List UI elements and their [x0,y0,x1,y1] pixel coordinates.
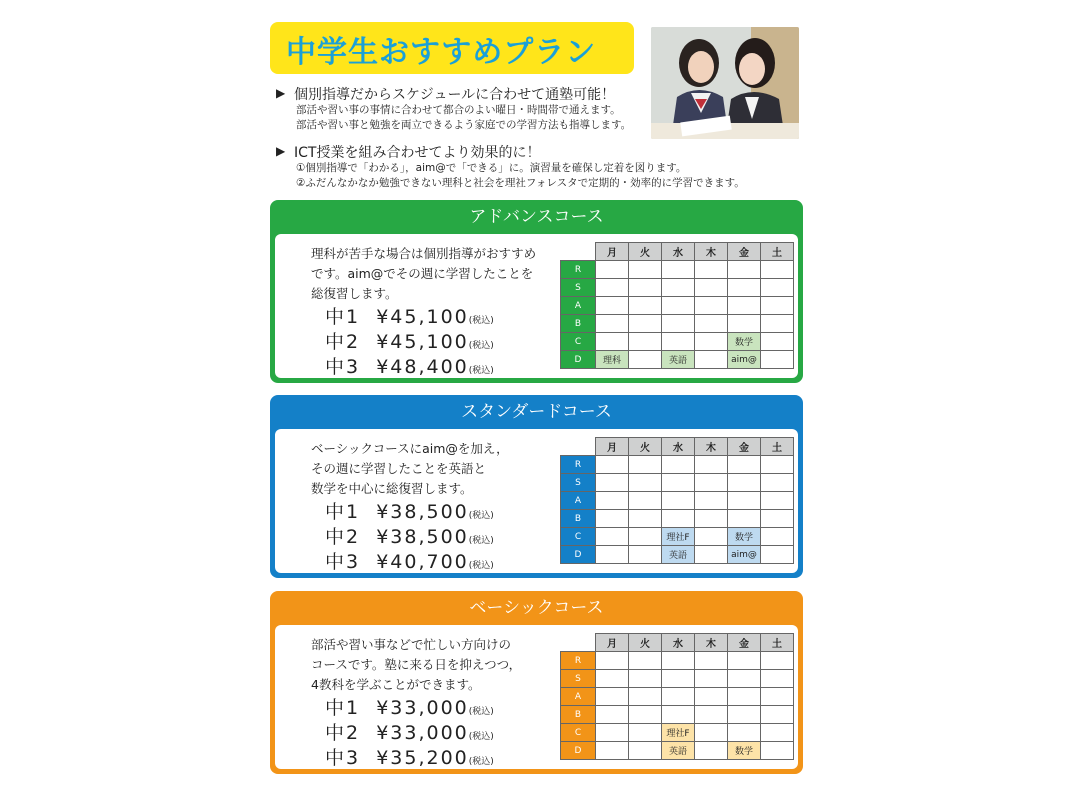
schedule-cell [695,351,728,369]
schedule-cell [662,652,695,670]
schedule-cell [629,456,662,474]
price-row [325,693,494,720]
schedule-cell [761,528,794,546]
slot-label: B [561,315,596,333]
price-value: ¥38,500 [376,526,469,548]
table-corner [561,243,596,261]
slot-label: S [561,670,596,688]
schedule-cell [728,297,761,315]
price-row [325,327,494,354]
slot-label: C [561,724,596,742]
schedule-cell [695,297,728,315]
day-header: 水 [662,634,695,652]
schedule-cell [761,297,794,315]
schedule-cell [596,742,629,760]
schedule-cell: 数学 [728,742,761,760]
schedule-cell [596,688,629,706]
grade-label: 中3 [325,747,361,769]
slot-label: R [561,261,596,279]
day-header: 土 [761,634,794,652]
schedule-cell [695,706,728,724]
day-header: 木 [695,634,728,652]
bullet-line: 部活や習い事の事情に合わせて都合のよい曜日・時間帯で通えます。 [296,104,621,116]
price-value: ¥48,400 [376,356,469,378]
schedule-row [561,706,794,724]
schedule-row [561,528,794,546]
schedule-cell [629,333,662,351]
schedule-table [560,242,794,369]
grade-label: 中2 [325,722,361,744]
tax-note: (税込) [468,341,494,351]
slot-label: R [561,456,596,474]
schedule-cell [761,546,794,564]
schedule-cell [596,474,629,492]
schedule-row [561,351,794,369]
bullet-line: ①個別指導で「わかる」，aim@で「できる」に。演習量を確保し定着を図ります。 [296,162,687,174]
course-description-line: ベーシックコースにaim@を加え， [311,441,509,456]
day-header: 金 [728,438,761,456]
day-header: 火 [629,438,662,456]
schedule-row [561,652,794,670]
schedule-cell [695,688,728,706]
price-row [325,743,494,770]
schedule-cell [662,333,695,351]
tax-note: (税込) [468,536,494,546]
slot-label: A [561,492,596,510]
standard-course-panel [270,395,803,578]
price-row [325,522,494,549]
schedule-cell [761,652,794,670]
schedule-row [561,456,794,474]
schedule-cell [695,279,728,297]
slot-label: S [561,474,596,492]
day-header-row [561,634,794,652]
advance-course-panel [270,200,803,383]
day-header-row [561,438,794,456]
schedule-cell [596,456,629,474]
schedule-cell [728,670,761,688]
day-header-row [561,243,794,261]
schedule-cell [695,742,728,760]
schedule-cell [662,510,695,528]
schedule-cell [728,261,761,279]
course-body [275,234,798,378]
schedule-cell [629,297,662,315]
course-title: スタンダードコース [461,402,612,422]
schedule-cell [629,670,662,688]
students-photo-icon [651,27,799,139]
schedule-cell [761,351,794,369]
price-value: ¥38,500 [376,501,469,523]
schedule-cell [596,492,629,510]
schedule-cell [695,546,728,564]
bullet-heading: ICT授業を組み合わせてより効果的に！ [294,145,541,161]
course-body [275,429,798,573]
price-value: ¥40,700 [376,551,469,573]
price-row [325,352,494,379]
schedule-cell [728,688,761,706]
slot-label: S [561,279,596,297]
schedule-cell [761,456,794,474]
schedule-cell: 理社F [662,724,695,742]
day-header: 土 [761,438,794,456]
schedule-cell [662,670,695,688]
course-description-line: 4教科を学ぶことができます。 [311,677,481,692]
price-row [325,497,494,524]
triangle-bullet-icon: ▶ [276,86,286,100]
schedule-cell [761,474,794,492]
day-header: 月 [596,243,629,261]
grade-label: 中3 [325,356,361,378]
schedule-cell [728,279,761,297]
schedule-cell [629,510,662,528]
schedule-cell [761,724,794,742]
bullet-heading: 個別指導だからスケジュールに合わせて通塾可能！ [294,87,616,103]
day-header: 金 [728,634,761,652]
schedule-row [561,724,794,742]
schedule-table [560,437,794,564]
schedule-cell [629,528,662,546]
schedule-cell [629,724,662,742]
schedule-cell [662,456,695,474]
price-value: ¥45,100 [376,331,469,353]
grade-label: 中1 [325,697,361,719]
schedule-row [561,297,794,315]
slot-label: A [561,688,596,706]
course-description-line: 理科が苦手な場合は個別指導がおすすめ [311,246,537,261]
tax-note: (税込) [468,757,494,767]
schedule-cell [728,510,761,528]
schedule-cell [761,279,794,297]
day-header: 火 [629,243,662,261]
schedule-cell [596,261,629,279]
slot-label: R [561,652,596,670]
schedule-cell [596,652,629,670]
schedule-cell [629,279,662,297]
schedule-cell: 英語 [662,351,695,369]
day-header: 木 [695,243,728,261]
schedule-cell [629,546,662,564]
price-value: ¥35,200 [376,747,469,769]
slot-label: B [561,706,596,724]
schedule-row [561,510,794,528]
schedule-cell [761,706,794,724]
course-body [275,625,798,769]
schedule-cell [662,297,695,315]
schedule-row [561,742,794,760]
price-value: ¥45,100 [376,306,469,328]
schedule-cell [695,510,728,528]
tax-note: (税込) [468,316,494,326]
triangle-bullet-icon: ▶ [276,144,286,158]
students-photo [651,27,799,139]
grade-label: 中2 [325,331,361,353]
schedule-cell: aim@ [728,351,761,369]
schedule-cell [596,297,629,315]
schedule-cell [695,528,728,546]
schedule-cell [695,315,728,333]
schedule-row [561,261,794,279]
price-value: ¥33,000 [376,722,469,744]
course-description-line: です。aim@でその週に学習したことを [311,266,534,281]
schedule-row [561,492,794,510]
schedule-cell [596,724,629,742]
schedule-cell: 英語 [662,546,695,564]
day-header: 土 [761,243,794,261]
schedule-row [561,670,794,688]
tax-note: (税込) [468,366,494,376]
day-header: 月 [596,438,629,456]
schedule-row [561,546,794,564]
schedule-cell [695,333,728,351]
course-description-line: その週に学習したことを英語と [311,461,487,476]
schedule-cell [596,670,629,688]
slot-label: C [561,333,596,351]
schedule-cell: 理科 [596,351,629,369]
schedule-cell [728,706,761,724]
schedule-cell [695,261,728,279]
schedule-cell [728,724,761,742]
schedule-cell [662,474,695,492]
course-description-line: 数学を中心に総復習します。 [311,481,473,496]
schedule-row [561,279,794,297]
slot-label: A [561,297,596,315]
schedule-cell [629,351,662,369]
slot-label: D [561,546,596,564]
schedule-cell [596,333,629,351]
schedule-cell [662,279,695,297]
schedule-cell [761,333,794,351]
schedule-cell [662,706,695,724]
schedule-cell [728,456,761,474]
table-corner [561,634,596,652]
schedule-cell [629,261,662,279]
schedule-cell [695,474,728,492]
tax-note: (税込) [468,732,494,742]
slot-label: C [561,528,596,546]
course-description-line: コースです。塾に来る日を抑えつつ， [311,657,522,672]
schedule-cell: 数学 [728,528,761,546]
schedule-cell [761,261,794,279]
price-row [325,302,494,329]
schedule-cell [662,261,695,279]
schedule-cell [596,546,629,564]
tax-note: (税込) [468,511,494,521]
grade-label: 中1 [325,501,361,523]
price-row [325,718,494,745]
schedule-cell: aim@ [728,546,761,564]
schedule-row [561,688,794,706]
day-header: 月 [596,634,629,652]
schedule-cell: 数学 [728,333,761,351]
title-banner [270,22,634,74]
bullet-line: ②ふだんなかなか勉強できない理科と社会を理社フォレスタで定期的・効率的に学習できます。 [296,177,745,189]
schedule-cell [629,652,662,670]
schedule-cell [695,456,728,474]
slot-label: B [561,510,596,528]
schedule-cell [596,706,629,724]
schedule-cell [596,510,629,528]
day-header: 水 [662,438,695,456]
schedule-cell [728,492,761,510]
course-description-line: 部活や習い事などで忙しい方向けの [311,637,512,652]
schedule-row [561,315,794,333]
schedule-cell [629,688,662,706]
schedule-row [561,474,794,492]
schedule-cell [728,315,761,333]
course-title: ベーシックコース [469,598,604,618]
day-header: 火 [629,634,662,652]
price-value: ¥33,000 [376,697,469,719]
schedule-cell [695,492,728,510]
course-title: アドバンスコース [469,207,604,227]
schedule-cell [662,688,695,706]
grade-label: 中2 [325,526,361,548]
tax-note: (税込) [468,707,494,717]
schedule-cell [629,742,662,760]
schedule-cell [695,724,728,742]
schedule-cell [629,706,662,724]
schedule-cell [761,742,794,760]
schedule-cell [596,279,629,297]
page-title: 中学生おすすめプラン [286,35,597,70]
schedule-cell [629,315,662,333]
schedule-cell: 理社F [662,528,695,546]
schedule-row [561,333,794,351]
schedule-cell [596,528,629,546]
schedule-table [560,633,794,760]
day-header: 金 [728,243,761,261]
schedule-cell [728,652,761,670]
schedule-cell [761,510,794,528]
slot-label: D [561,351,596,369]
schedule-cell [695,670,728,688]
slot-label: D [561,742,596,760]
schedule-cell: 英語 [662,742,695,760]
schedule-cell [629,474,662,492]
schedule-cell [761,670,794,688]
schedule-cell [761,688,794,706]
course-description-line: 総復習します。 [311,286,398,301]
schedule-cell [761,315,794,333]
schedule-cell [761,492,794,510]
schedule-cell [728,474,761,492]
schedule-cell [629,492,662,510]
price-row [325,547,494,574]
day-header: 木 [695,438,728,456]
table-corner [561,438,596,456]
basic-course-panel [270,591,803,774]
schedule-cell [695,652,728,670]
schedule-cell [662,492,695,510]
schedule-cell [662,315,695,333]
bullet-line: 部活や習い事と勉強を両立できるよう家庭での学習方法も指導します。 [296,119,632,131]
schedule-cell [596,315,629,333]
tax-note: (税込) [468,561,494,571]
day-header: 水 [662,243,695,261]
grade-label: 中1 [325,306,361,328]
grade-label: 中3 [325,551,361,573]
